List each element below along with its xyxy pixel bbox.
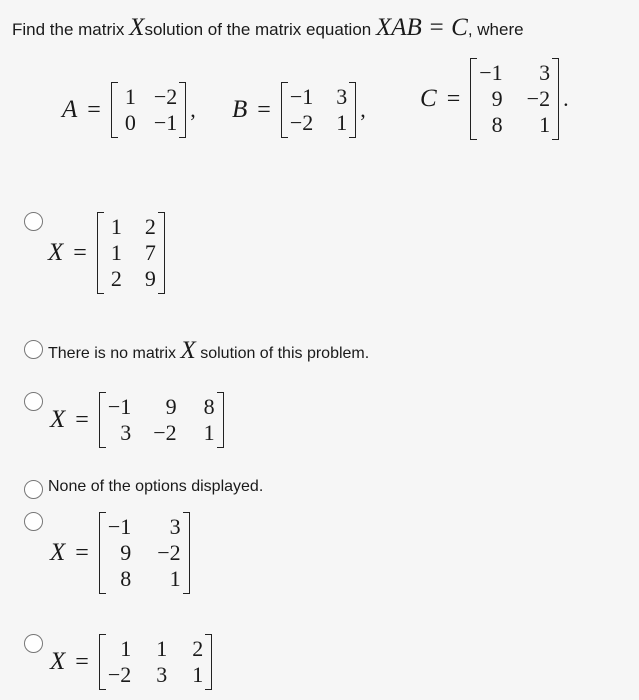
option-4-text: None of the options displayed. xyxy=(48,478,264,495)
question-suffix: , where xyxy=(467,20,524,39)
option-5-radio[interactable] xyxy=(24,512,43,531)
matrix-cell: −1 xyxy=(107,514,132,539)
option-2-text-before: There is no matrix xyxy=(48,345,181,362)
equals-sign: = xyxy=(75,648,89,675)
matrix-a xyxy=(111,82,186,138)
period: . xyxy=(563,86,569,111)
matrix-cell: 9 xyxy=(120,540,132,565)
matrix-cell: −1 xyxy=(153,110,178,135)
question-text xyxy=(12,14,524,42)
matrix-cell: 8 xyxy=(491,112,503,137)
equals-sign: = xyxy=(87,96,101,123)
comma: , xyxy=(190,97,196,122)
option-2-var: X xyxy=(180,337,196,364)
question-equation: XAB = C xyxy=(375,14,468,41)
option-1-matrix-group xyxy=(48,212,165,294)
matrix-cell: 1 xyxy=(539,112,551,137)
option-3-matrix xyxy=(99,392,224,448)
matrix-b-label: B xyxy=(232,96,248,123)
matrix-cell: −2 xyxy=(526,86,551,111)
equals-sign: = xyxy=(257,96,271,123)
equals-sign: = xyxy=(75,539,89,566)
matrix-cell: −2 xyxy=(157,540,181,565)
matrix-cell: 1 xyxy=(120,636,132,661)
matrix-cell: 9 xyxy=(491,86,503,111)
option-1-matrix xyxy=(97,212,165,294)
equals-sign: = xyxy=(73,239,87,266)
option-3-radio[interactable] xyxy=(24,392,43,411)
option-5-label: X xyxy=(50,539,66,566)
matrix-cell: −1 xyxy=(289,84,314,109)
matrix-c-label: C xyxy=(420,85,437,112)
matrix-cell: 2 xyxy=(144,214,156,239)
comma: , xyxy=(360,97,366,122)
option-1-radio[interactable] xyxy=(24,212,43,231)
matrix-a-group xyxy=(62,82,196,138)
matrix-c-group xyxy=(420,58,569,140)
matrix-cell: 3 xyxy=(156,662,168,687)
matrix-cell: 1 xyxy=(124,84,136,109)
matrix-c xyxy=(470,58,559,140)
matrix-b-group xyxy=(232,82,366,138)
matrix-cell: −2 xyxy=(289,110,314,135)
matrix-cell: 3 xyxy=(120,420,132,445)
matrix-cell: 3 xyxy=(169,514,181,539)
matrix-cell: 1 xyxy=(110,214,122,239)
matrix-cell: −1 xyxy=(479,60,503,85)
matrix-cell: 0 xyxy=(124,110,136,135)
matrix-cell: −1 xyxy=(107,394,132,419)
matrix-cell: −2 xyxy=(107,662,132,687)
matrix-a-label: A xyxy=(62,96,78,123)
option-3-matrix-group xyxy=(50,392,224,448)
matrix-cell: 1 xyxy=(169,566,181,591)
question-var-x: X xyxy=(129,14,145,41)
matrix-cell: 9 xyxy=(165,394,177,419)
matrix-cell: 8 xyxy=(203,394,215,419)
option-1-label: X xyxy=(48,239,64,266)
matrix-cell: 1 xyxy=(192,662,204,687)
question-prefix: Find the matrix xyxy=(12,20,130,39)
matrix-cell: 3 xyxy=(336,84,348,109)
option-6-matrix-group xyxy=(50,634,212,690)
matrix-cell: 1 xyxy=(156,636,168,661)
option-6-label: X xyxy=(50,648,66,675)
matrix-cell: 1 xyxy=(110,240,122,265)
option-6-matrix xyxy=(99,634,212,690)
option-5-matrix xyxy=(99,512,190,594)
matrix-cell: −2 xyxy=(153,420,177,445)
matrix-b xyxy=(281,82,356,138)
equals-sign: = xyxy=(75,406,89,433)
matrix-cell: 9 xyxy=(144,266,156,291)
option-2-text xyxy=(48,337,369,365)
option-2-radio[interactable] xyxy=(24,340,43,359)
option-5-matrix-group xyxy=(50,512,190,594)
option-2-text-after: solution of this problem. xyxy=(195,345,370,362)
matrix-cell: 1 xyxy=(336,110,348,135)
option-3-label: X xyxy=(50,406,66,433)
option-4-radio[interactable] xyxy=(24,480,43,499)
matrix-cell: 2 xyxy=(110,266,122,291)
matrix-cell: 3 xyxy=(539,60,551,85)
matrix-cell: 8 xyxy=(120,566,132,591)
option-6-radio[interactable] xyxy=(24,634,43,653)
matrix-cell: 7 xyxy=(144,240,156,265)
matrix-cell: −2 xyxy=(153,84,178,109)
matrix-cell: 2 xyxy=(192,636,204,661)
matrix-cell: 1 xyxy=(203,420,215,445)
question-middle: solution of the matrix equation xyxy=(144,20,376,39)
equals-sign: = xyxy=(446,85,461,112)
